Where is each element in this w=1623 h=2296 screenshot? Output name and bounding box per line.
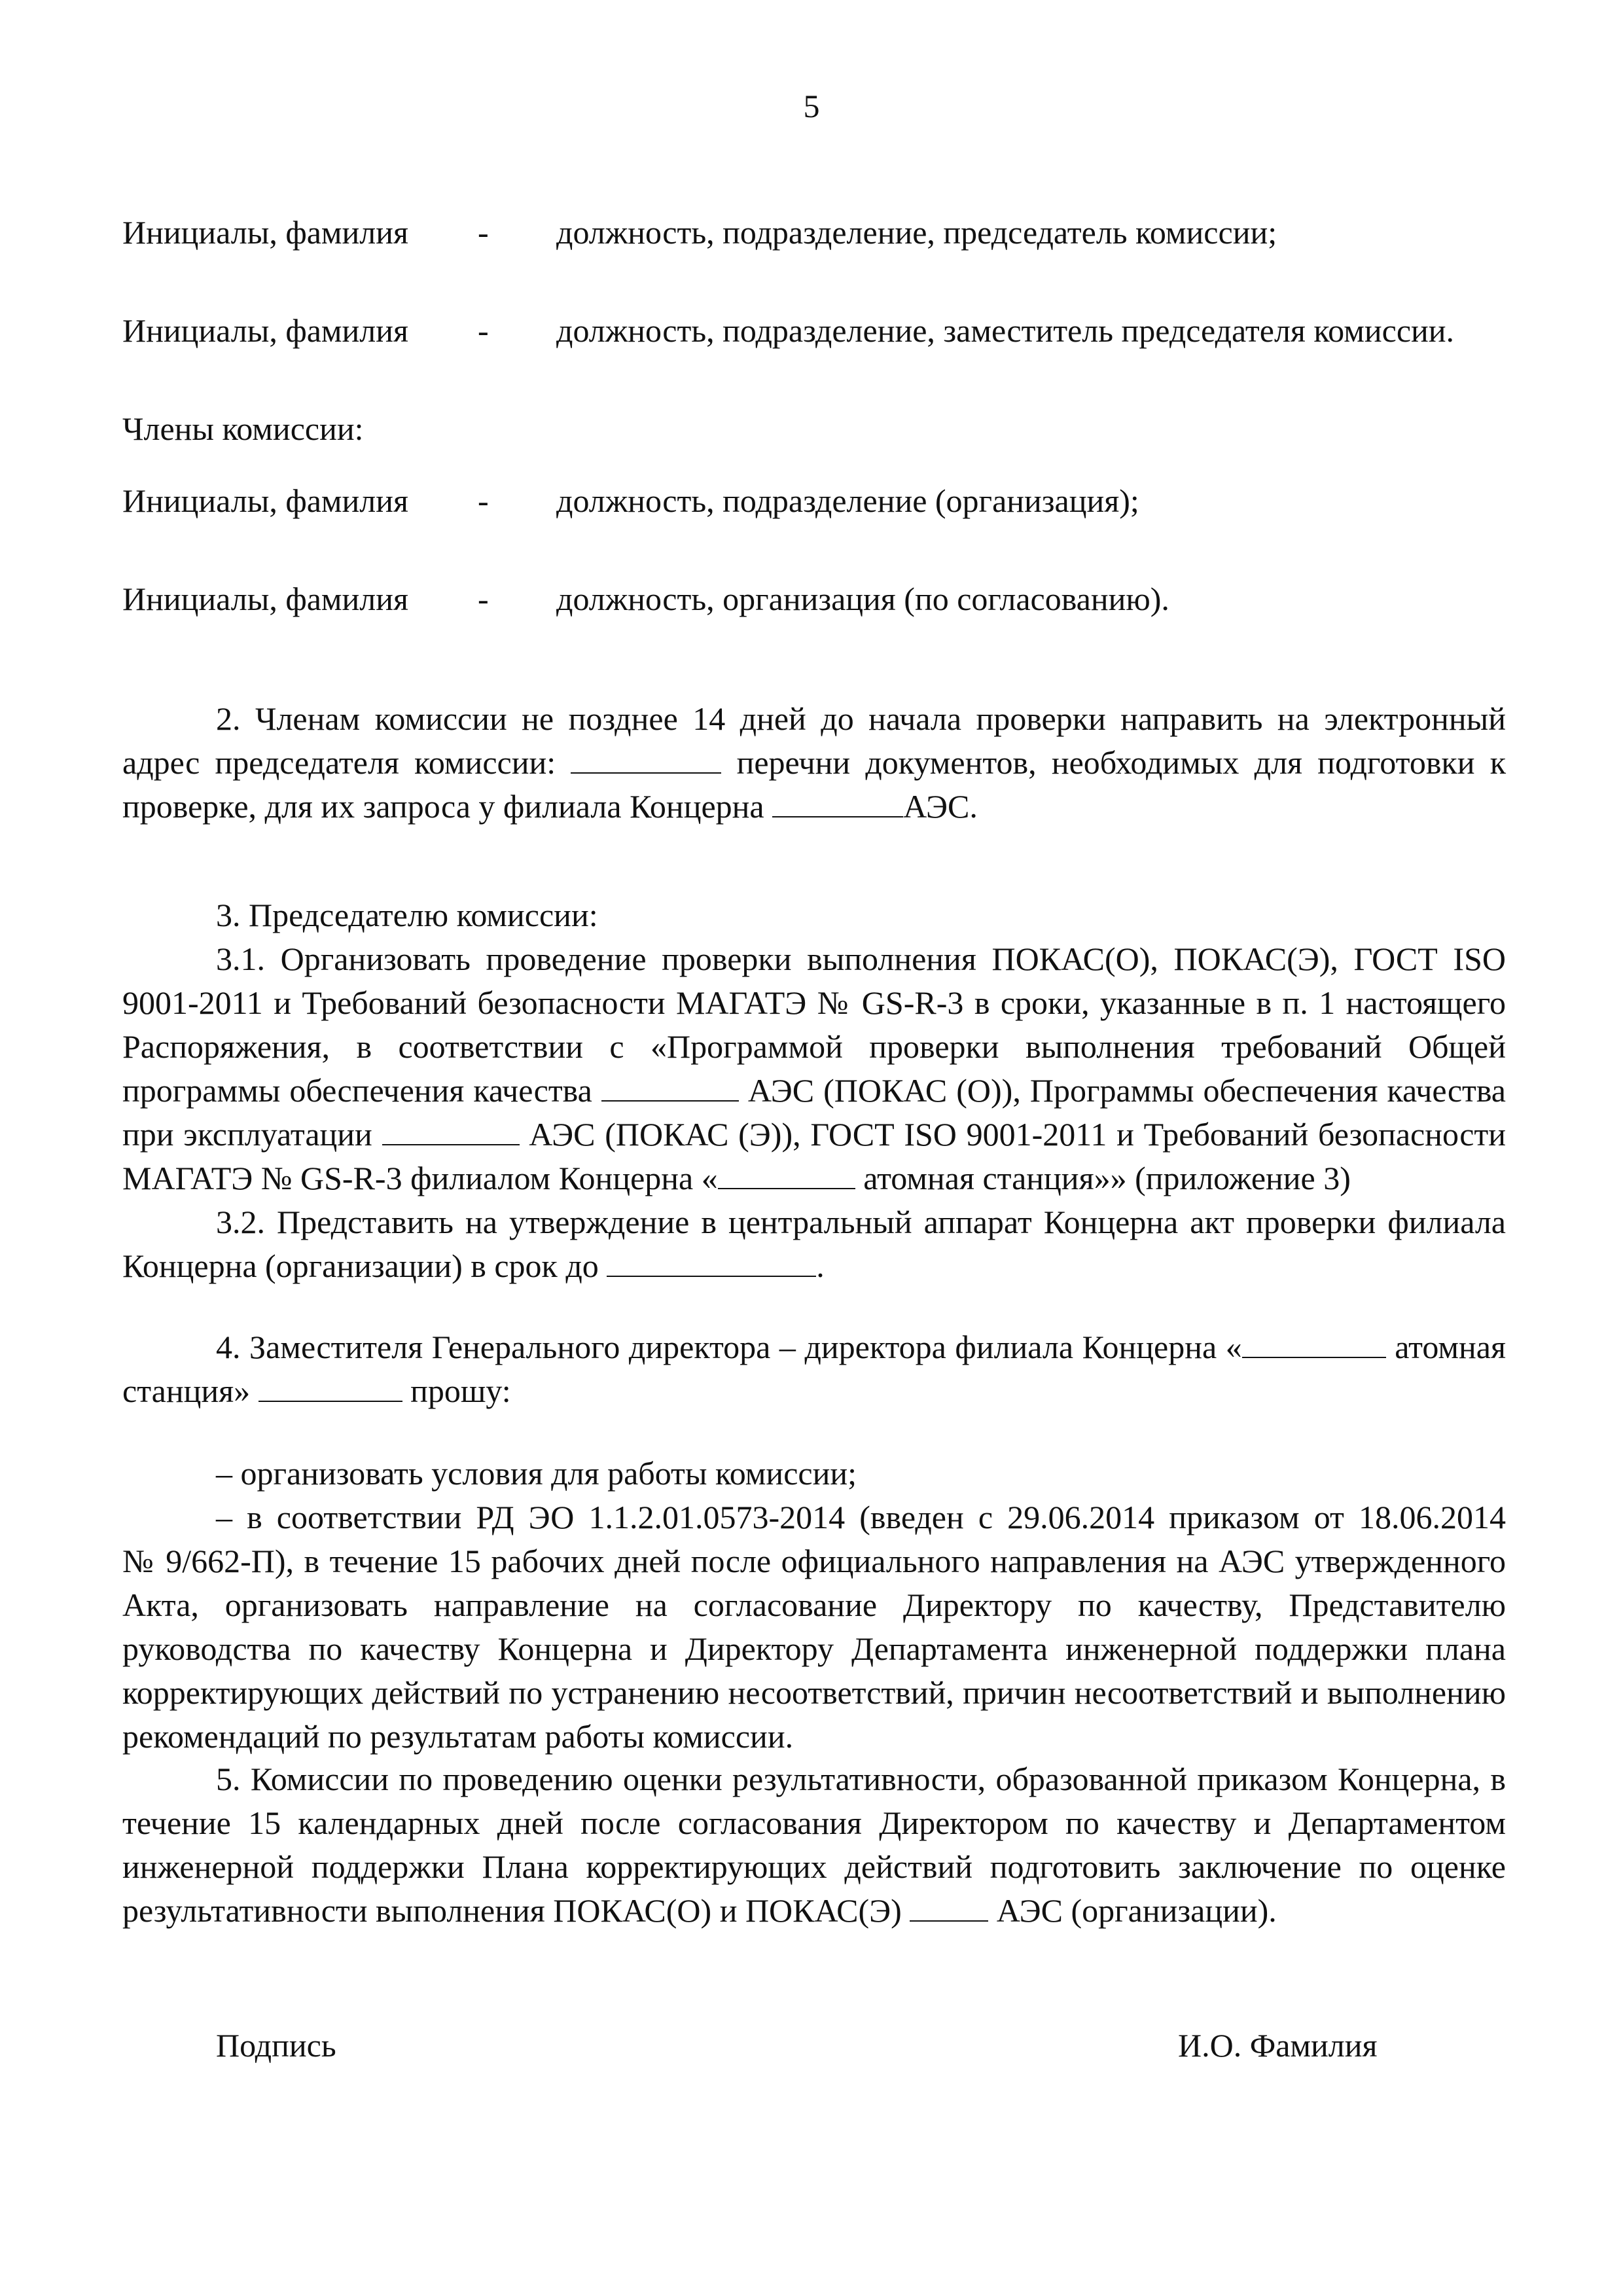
text-line: 2. Членам комиссии не позднее 14 дней до начала проверки направить на электронный bbox=[216, 700, 1506, 737]
text-line: Распоряжения, в соответствии с «Программой проверки выполнения требований Общей bbox=[122, 1028, 1506, 1065]
text-line: МАГАТЭ № GS-R-3 филиалом Концерна « атомная станция»» (приложение 3) bbox=[122, 1157, 1506, 1200]
member-dash: - bbox=[478, 581, 489, 617]
fill-in-blank bbox=[259, 1369, 402, 1402]
text-line: корректирующих действий по устранению несоответствий, причин несоответствий и выполнению bbox=[122, 1674, 1506, 1711]
item-2-paragraph bbox=[122, 697, 1506, 829]
member-dash: - bbox=[478, 214, 489, 251]
fill-in-blank bbox=[1242, 1325, 1386, 1358]
text-line: 3.1. Организовать проведение проверки выполнения ПОКАС(О), ПОКАС(Э), ГОСТ ISO bbox=[216, 941, 1506, 977]
fill-in-blank bbox=[772, 785, 903, 817]
signatory-name: И.О. Фамилия bbox=[1178, 2027, 1378, 2064]
item-4-bullets bbox=[122, 1452, 1506, 1759]
member-dash: - bbox=[478, 312, 489, 349]
text-line: рекомендаций по результатам работы комиссии. bbox=[122, 1718, 794, 1755]
fill-in-blank bbox=[718, 1157, 855, 1189]
members-heading: Члены комиссии: bbox=[122, 410, 364, 447]
member-role: должность, подразделение, председатель комиссии; bbox=[556, 214, 1277, 251]
text-line: Акта, организовать направление на согласование Директору по качеству, Представителю bbox=[122, 1587, 1506, 1623]
member-initials: Инициалы, фамилия bbox=[122, 581, 409, 617]
text-line: при эксплуатации АЭС (ПОКАС (Э)), ГОСТ ISO 9001-2011 и Требований безопасности bbox=[122, 1113, 1506, 1157]
member-initials: Инициалы, фамилия bbox=[122, 214, 409, 251]
text-line: программы обеспечения качества АЭС (ПОКАС (О)), Программы обеспечения качества bbox=[122, 1069, 1506, 1113]
fill-in-blank bbox=[607, 1244, 816, 1277]
text-line: № 9/662-П), в течение 15 рабочих дней после официального направления на АЭС утвержденного bbox=[122, 1543, 1506, 1579]
signature-label: Подпись bbox=[216, 2027, 336, 2064]
bullet-item: – организовать условия для работы комиссии; bbox=[216, 1455, 857, 1492]
text-line: руководства по качеству Концерна и Директору Департамента инженерной поддержки плана bbox=[122, 1630, 1506, 1667]
text-line: 9001-2011 и Требований безопасности МАГАТЭ № GS-R-3 в сроки, указанные в п. 1 настоящего bbox=[122, 984, 1506, 1021]
fill-in-blank bbox=[910, 1889, 988, 1922]
text-line: адрес председателя комиссии: перечни документов, необходимых для подготовки к bbox=[122, 741, 1506, 785]
item-3-paragraph bbox=[122, 893, 1506, 1288]
text-line: станция» прошу: bbox=[122, 1369, 1506, 1413]
fill-in-blank bbox=[601, 1069, 739, 1102]
text-line: 4. Заместителя Генерального директора – директора филиала Концерна « атомная bbox=[122, 1325, 1506, 1369]
member-role: должность, подразделение, заместитель председателя комиссии. bbox=[556, 312, 1455, 349]
text-line: течение 15 календарных дней после согласования Директором по качеству и Департаментом bbox=[122, 1804, 1506, 1841]
item-4-paragraph bbox=[122, 1325, 1506, 1413]
member-role: должность, подразделение (организация); bbox=[556, 482, 1139, 519]
member-role: должность, организация (по согласованию). bbox=[556, 581, 1169, 617]
member-initials: Инициалы, фамилия bbox=[122, 312, 409, 349]
fill-in-blank bbox=[571, 741, 721, 774]
text-line: результативности выполнения ПОКАС(О) и ПОКАС(Э) АЭС (организации). bbox=[122, 1889, 1506, 1933]
page-number: 5 bbox=[803, 88, 820, 124]
text-line: 3.2. Представить на утверждение в центральный аппарат Концерна акт проверки филиала bbox=[216, 1204, 1506, 1240]
text-line: 5. Комиссии по проведению оценки результативности, образованной приказом Концерна, в bbox=[216, 1761, 1506, 1797]
item-3-heading: 3. Председателю комиссии: bbox=[216, 897, 598, 933]
member-dash: - bbox=[478, 482, 489, 519]
text-line: Концерна (организации) в срок до . bbox=[122, 1244, 1506, 1288]
fill-in-blank bbox=[382, 1113, 520, 1145]
member-initials: Инициалы, фамилия bbox=[122, 482, 409, 519]
item-5-paragraph bbox=[122, 1757, 1506, 1933]
text-line: инженерной поддержки Плана корректирующих действий подготовить заключение по оценке bbox=[122, 1848, 1506, 1885]
text-line: – в соответствии РД ЭО 1.1.2.01.0573-2014 (введен с 29.06.2014 приказом от 18.06.2014 bbox=[216, 1499, 1506, 1535]
text-line: проверке, для их запроса у филиала Концерна АЭС. bbox=[122, 785, 1506, 829]
